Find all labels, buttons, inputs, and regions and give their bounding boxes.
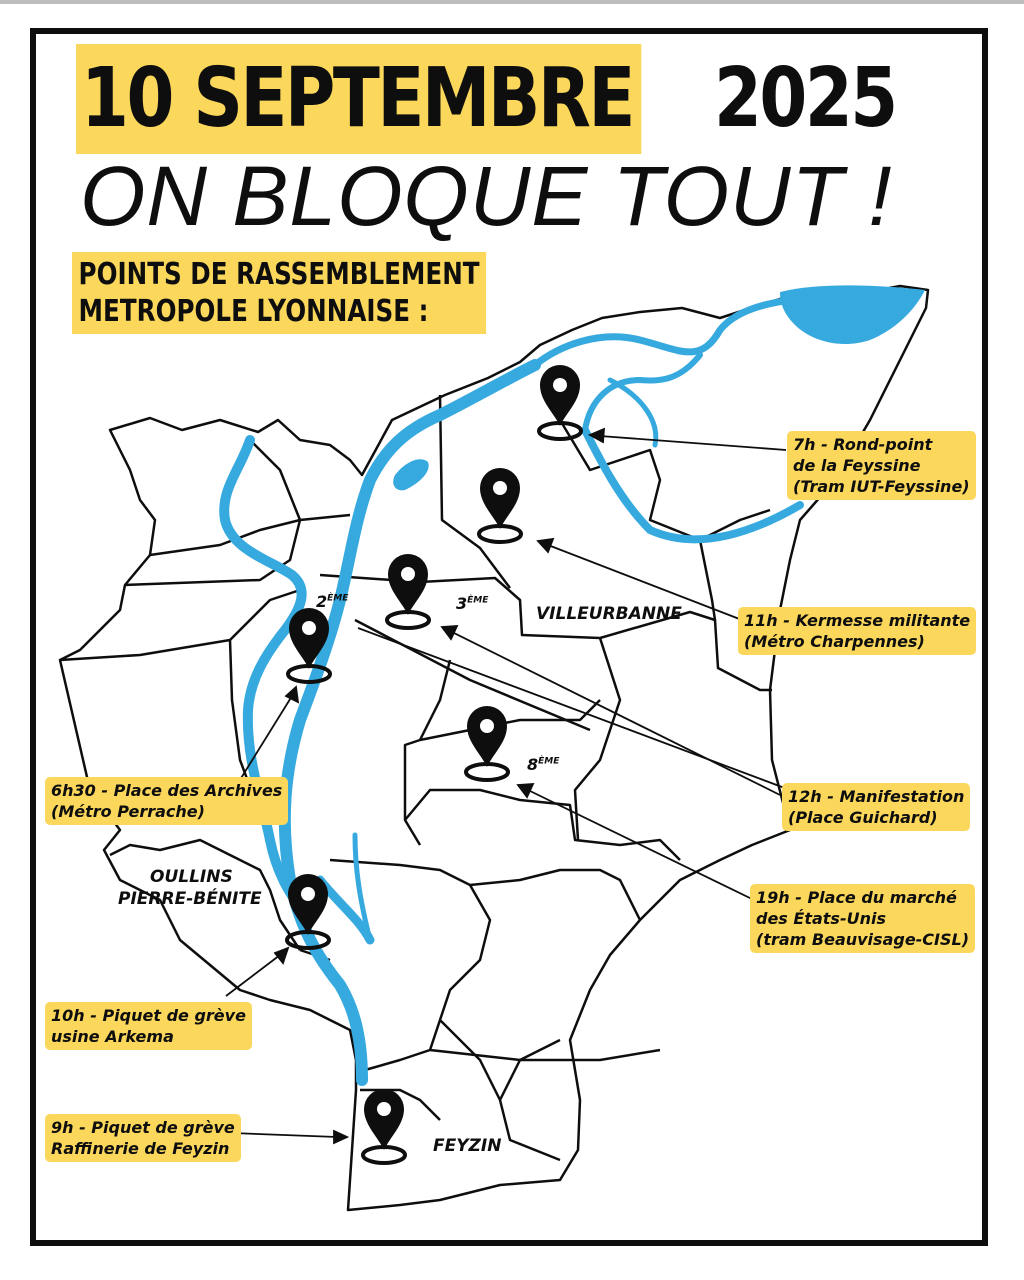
arrondissement-2: 2ÈME (316, 592, 349, 611)
section-heading-line2: METROPOLE LYONNAISE : (78, 294, 429, 329)
place-villeurbanne: VILLEURBANNE (536, 604, 682, 624)
grand-large-lake (780, 285, 925, 344)
title-date-highlight: 10 SEPTEMBRE (76, 44, 641, 154)
map-pin-icon (539, 365, 581, 439)
place-pierre-benite: PIERRE-BÉNITE (118, 889, 262, 909)
event-label-etats-unis: 19h - Place du marché des États-Unis (tram Beauvisage-CISL) (750, 884, 975, 953)
event-label-feyzin: 9h - Piquet de grève Raffinerie de Feyzin (45, 1114, 241, 1162)
arrondissement-8: 8ÈME (527, 755, 560, 774)
map-pin-icon (466, 706, 508, 780)
place-oullins: OULLINS (150, 867, 233, 887)
event-label-charpennes: 11h - Kermesse militante (Métro Charpennes) (738, 607, 976, 655)
arrondissement-3: 3ÈME (456, 594, 489, 613)
event-label-feyssine: 7h - Rond-point de la Feyssine (Tram IUT-Feyssine) (787, 431, 976, 500)
event-label-arkema: 10h - Piquet de grève usine Arkema (45, 1002, 252, 1050)
title-year: 2025 (714, 51, 896, 146)
poster-subtitle: ON BLOQUE TOUT ! (80, 149, 893, 243)
event-label-guichard: 12h - Manifestation (Place Guichard) (782, 783, 970, 831)
tete-dor-lake (393, 459, 429, 490)
event-label-archives: 6h30 - Place des Archives (Métro Perrache) (45, 777, 288, 825)
map-pin-icon (363, 1089, 405, 1163)
section-heading-line1: POINTS DE RASSEMBLEMENT (78, 257, 480, 292)
map-pin-icon (479, 468, 521, 542)
map-pin-icon (387, 554, 429, 628)
place-feyzin: FEYZIN (433, 1136, 502, 1156)
rivers (224, 299, 835, 1080)
